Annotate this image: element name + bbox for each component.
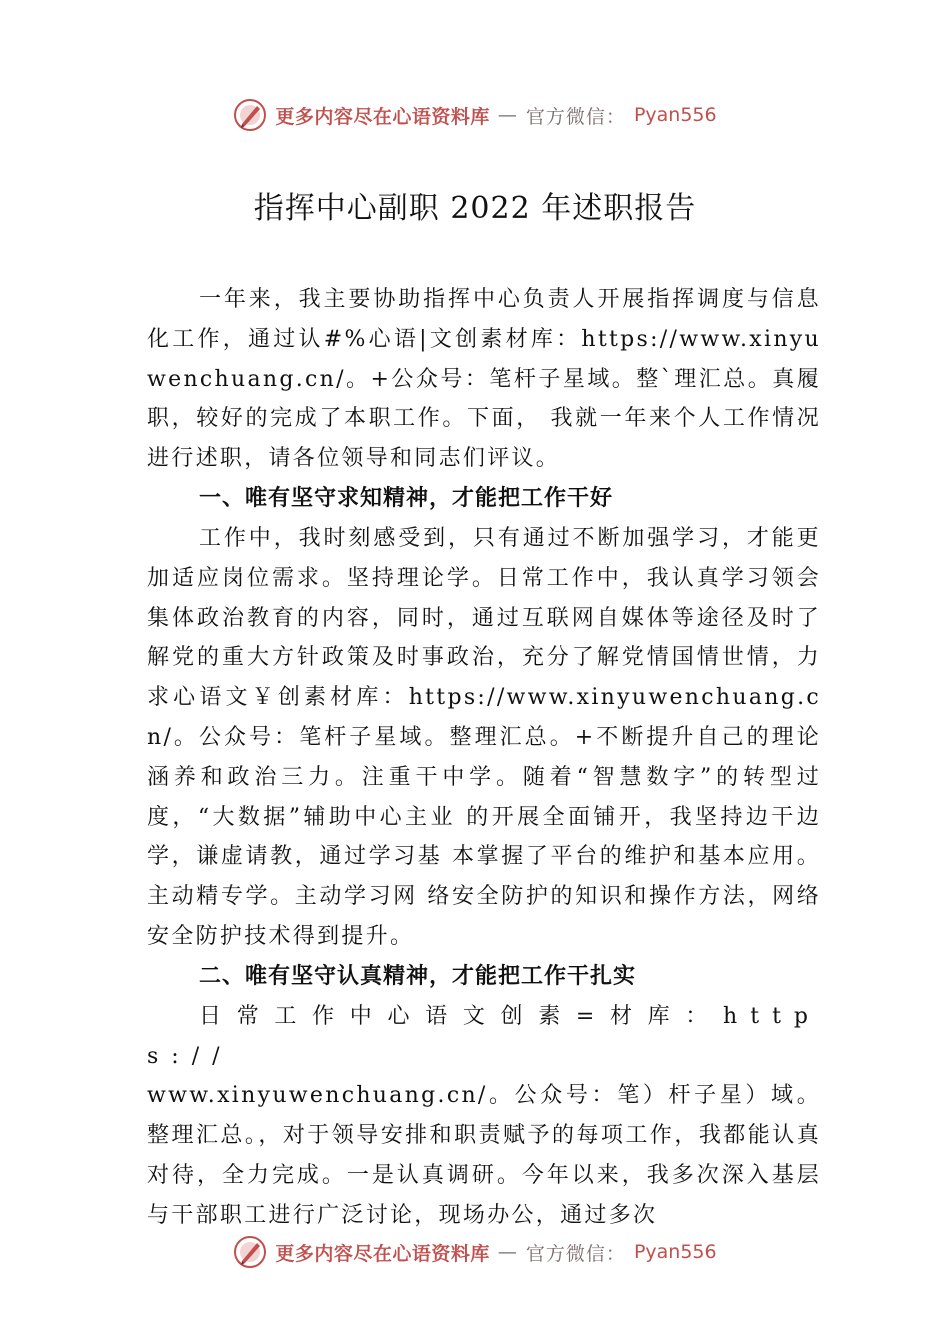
section-1-paragraph: 工作中，我时刻感受到，只有通过不断加强学习，才能更加适应岗位需求。坚持理论学。日常工作中，我认真学习领会集体政治教育的内容，同时，通过互联网自媒体等途径及时了解党的重大方针政策及时事政治，充分了解党情国情世情，力求心语文￥创素材库：https://www.xinyuwenchuang.cn/。公众号：笔杆子星域。整理汇总。+不断提升自己的理论涵养和政治三力。注重干中学。随着“智慧数字”的转型过度，“大数据”辅助中心主业 的开展全面铺开，我坚持边干边学，谦虚请教，通过学习基 本掌握了平台的维护和基本应用。主动精专学。主动学习网 络安全防护的知识和操作方法，网络安全防护技术得到提升。 xyxy=(147,525,821,949)
section-2-first-line: 日常工作中心语文创素=材库：https:// xyxy=(147,1003,821,1069)
banner-wechat-id: Pyan556 xyxy=(633,104,717,126)
section-2-heading: 二、唯有坚守认真精神，才能把工作干扎实 xyxy=(199,963,637,989)
banner-dash: — xyxy=(497,104,518,126)
bottom-banner xyxy=(0,1232,950,1272)
banner-main-text: 更多内容尽在心语资料库 xyxy=(275,105,490,128)
banner-main-text: 更多内容尽在心语资料库 xyxy=(275,1242,490,1265)
pen-logo-icon xyxy=(233,1235,267,1269)
document-body xyxy=(147,280,821,1236)
section-1-heading: 一、唯有坚守求知精神，才能把工作干好 xyxy=(199,485,614,511)
top-banner xyxy=(0,95,950,135)
intro-paragraph: 一年来，我主要协助指挥中心负责人开展指挥调度与信息化工作，通过认#%心语|文创素材库：https://www.xinyuwenchuang.cn/。+公众号：笔杆子星域。整`理汇总。真履职，较好的完成了本职工作。下面， 我就一年来个人工作情况进行述职，请各位领导和同志们评议。 xyxy=(147,287,821,472)
banner-wechat-id: Pyan556 xyxy=(633,1241,717,1263)
document-title: 指挥中心副职 2022 年述职报告 xyxy=(253,191,697,226)
section-2-paragraph: www.xinyuwenchuang.cn/。公众号：笔）杆子星）域。整理汇总。，对于领导安排和职责赋予的每项工作，我都能认真对待，全力完成。一是认真调研。今年以来，我多次深入基层与干部职工进行广泛讨论，现场办公，通过多次 xyxy=(147,1083,821,1228)
pen-logo-icon xyxy=(233,98,267,132)
banner-wechat-label: 官方微信： xyxy=(525,1242,626,1265)
banner-dash: — xyxy=(497,1241,518,1263)
banner-wechat-label: 官方微信： xyxy=(525,105,626,128)
